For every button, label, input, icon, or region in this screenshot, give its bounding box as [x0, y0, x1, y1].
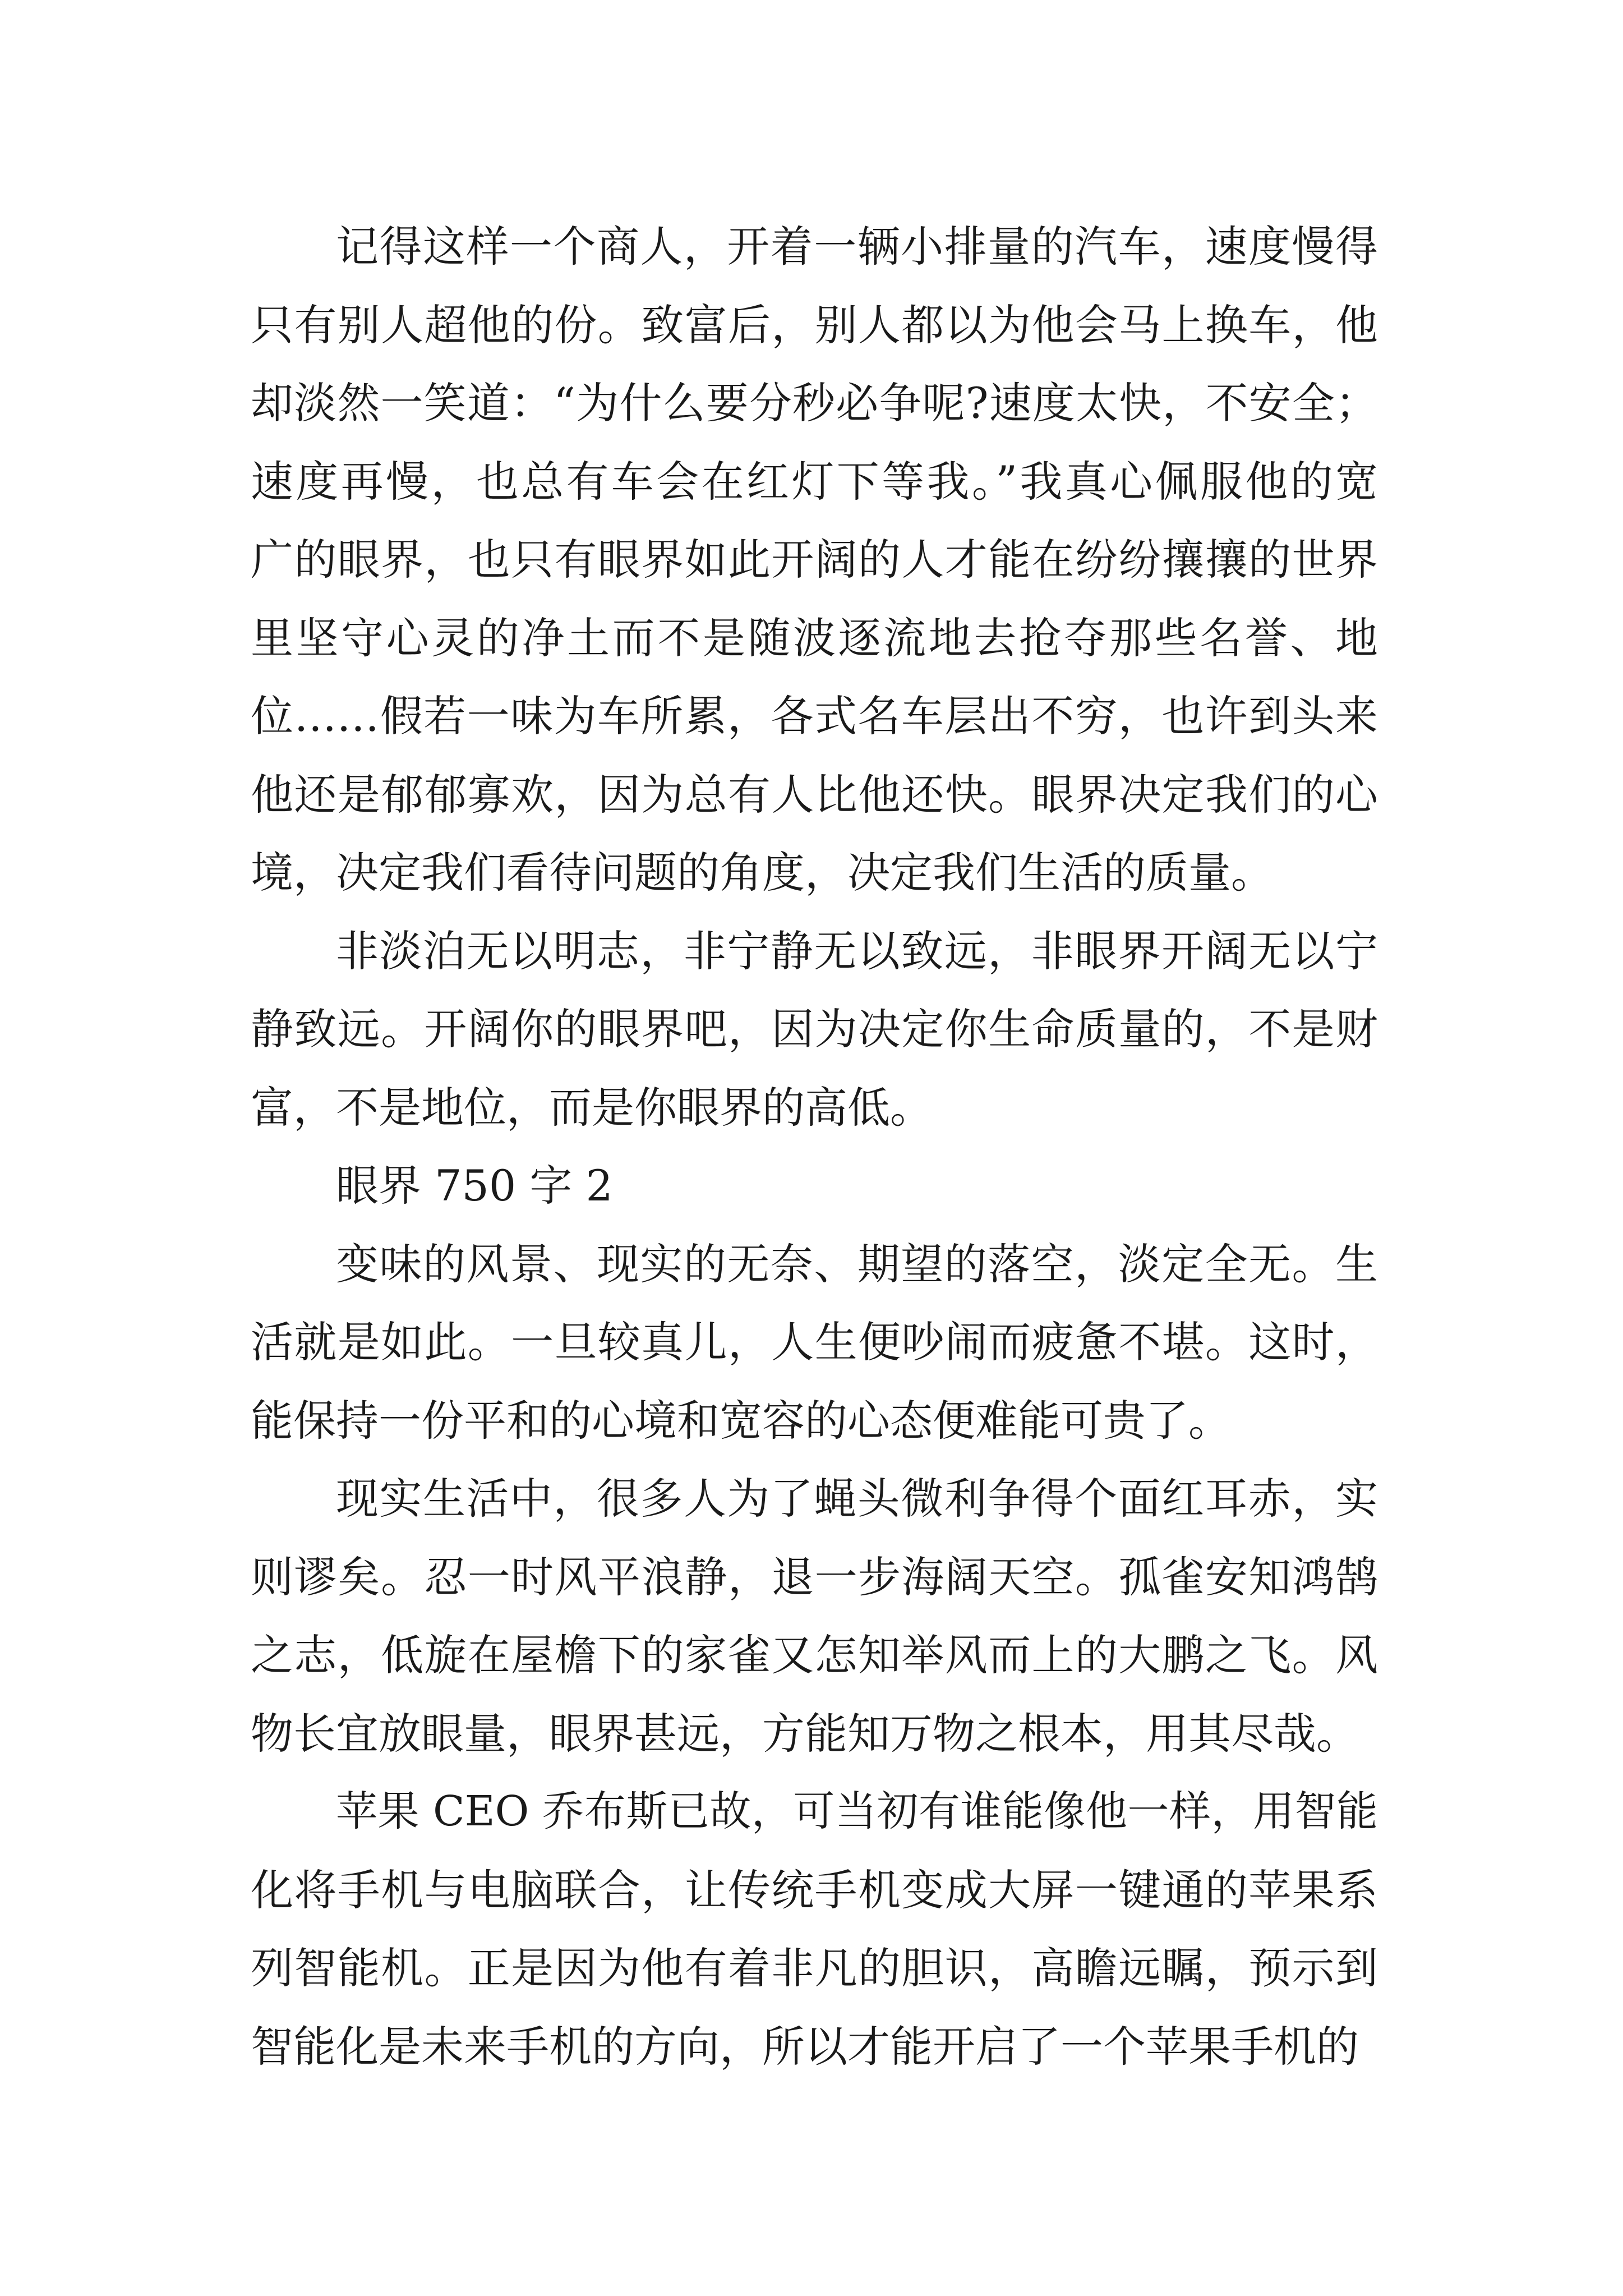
text-line: 现实生活中，很多人为了蝇头微利争得个面红耳赤，实	[336, 1474, 1378, 1524]
text-line: 记得这样一个商人，开着一辆小排量的汽车，速度慢得	[336, 222, 1378, 272]
text-line: 则谬矣。忍一时风平浪静，退一步海阔天空。孤雀安知鸿鹄	[251, 1552, 1378, 1602]
text-line: 位……假若一味为车所累，各式名车层出不穷，也许到头来	[251, 691, 1378, 741]
text-line: 非淡泊无以明志，非宁静无以致远，非眼界开阔无以宁	[336, 926, 1378, 976]
document-body	[251, 208, 1378, 2086]
text-line: 物长宜放眼量，眼界甚远，方能知万物之根本，用其尽哉。	[251, 1708, 1359, 1759]
text-line: 列智能机。正是因为他有着非凡的胆识，高瞻远瞩，预示到	[251, 1943, 1378, 1993]
text-line: 里坚守心灵的净土而不是随波逐流地去抢夺那些名誉、地	[251, 613, 1378, 663]
text-line: 境，决定我们看待问题的角度，决定我们生活的质量。	[251, 848, 1274, 898]
text-line: 智能化是未来手机的方向，所以才能开启了一个苹果手机的	[251, 2021, 1359, 2072]
text-line: 苹果 CEO 乔布斯已故，可当初有谁能像他一样，用智能	[336, 1787, 1378, 1835]
text-line: 能保持一份平和的心境和宽容的心态便难能可贵了。	[251, 1395, 1231, 1446]
text-line: 他还是郁郁寡欢，因为总有人比他还快。眼界决定我们的心	[251, 769, 1378, 820]
text-line: 化将手机与电脑联合，让传统手机变成大屏一键通的苹果系	[251, 1865, 1378, 1915]
text-line: 活就是如此。一旦较真儿，人生便吵闹而疲惫不堪。这时，	[251, 1317, 1378, 1367]
text-line: 广的眼界，也只有眼界如此开阔的人才能在纷纷攘攘的世界	[251, 535, 1378, 585]
text-line: 却淡然一笑道：“为什么要分秒必争呢?速度太快，不安全；	[251, 378, 1378, 428]
text-line: 速度再慢，也总有车会在红灯下等我。”我真心佩服他的宽	[251, 456, 1378, 507]
text-line: 变味的风景、现实的无奈、期望的落空，淡定全无。生	[336, 1239, 1378, 1289]
text-line: 静致远。开阔你的眼界吧，因为决定你生命质量的，不是财	[251, 1004, 1378, 1054]
text-line: 之志，低旋在屋檐下的家雀又怎知举风而上的大鹏之飞。风	[251, 1630, 1378, 1680]
text-line: 眼界 750 字 2	[336, 1161, 613, 1211]
text-line: 富，不是地位，而是你眼界的高低。	[251, 1082, 933, 1133]
text-line: 只有别人超他的份。致富后，别人都以为他会马上换车，他	[251, 300, 1378, 350]
